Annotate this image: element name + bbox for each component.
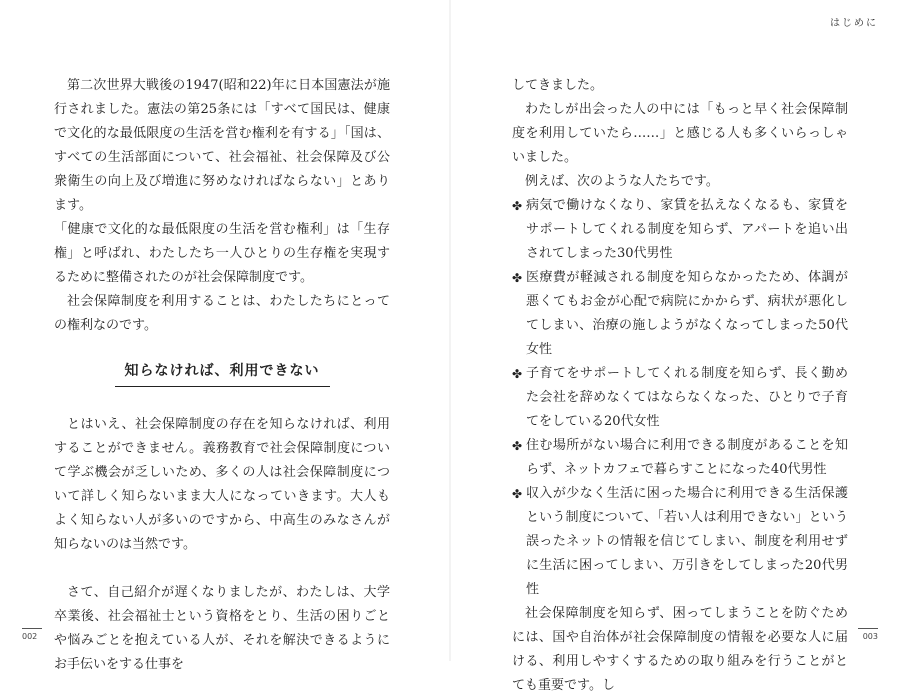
paragraph: 社会保障制度を利用することは、わたしたちにとっての権利なのです。 (54, 294, 390, 333)
paragraph: 第二次世界大戦後の1947(昭和22)年に日本国憲法が施行されました。憲法の第25条には「すべて国民は、健康で文化的な最低限度の生活を営む権利を有する」「国は、すべての生活部面について、社会福祉、社会保障及び公衆衛生の向上及び増進に努めなければならない」とあります。 (54, 78, 390, 213)
list-item (512, 362, 848, 434)
right-page (512, 74, 848, 698)
list-item-text: 病気で働けなくなり、家賃を払えなくなるも、家賃をサポートしてくれる制度を知らず、アパートを追い出されてしまった30代男性 (526, 198, 848, 261)
paragraph-continuation: してきました。 (512, 78, 604, 93)
bullet-icon: ✤ (512, 439, 523, 453)
list-item (512, 266, 848, 362)
page-number-text: 002 (22, 632, 38, 641)
bullet-icon: ✤ (512, 199, 523, 213)
bullet-icon: ✤ (512, 271, 523, 285)
paragraph: 社会保障制度を知らず、困ってしまうことを防ぐためには、国や自治体が社会保障制度の情報を必要な人に届ける、利用しやすくするための取り組みを行うことがとても重要です。し (512, 606, 848, 693)
gutter (449, 0, 451, 661)
paragraph: さて、自己紹介が遅くなりましたが、わたしは、大学卒業後、社会福祉士という資格をとり、生活の困りごとや悩みごとを抱えている人が、それを解決できるようにお手伝いをする仕事を (54, 585, 390, 672)
section-heading-wrap (54, 360, 390, 387)
page-number-right (858, 628, 878, 641)
bullet-icon: ✤ (512, 487, 523, 501)
bullet-icon: ✤ (512, 367, 523, 381)
paragraph: とはいえ、社会保障制度の存在を知らなければ、利用することができません。義務教育で社会保障制度について学ぶ機会が乏しいため、多くの人は社会保障制度について詳しく知らないまま大人になっていきます。大人もよく知らない人が多いのですから、中高生のみなさんが知らないのは当然です。 (54, 417, 390, 552)
page-number-left (22, 628, 42, 641)
list-item (512, 434, 848, 482)
page-number-text: 003 (862, 632, 878, 641)
list-item (512, 194, 848, 266)
paragraph: 例えば、次のような人たちです。 (525, 174, 719, 189)
section-heading: 知らなければ、利用できない (115, 360, 330, 387)
left-page (54, 74, 390, 677)
list-item-text: 子育てをサポートしてくれる制度を知らず、長く勤めた会社を辞めなくてはならなくなった、ひとりで子育てをしている20代女性 (526, 366, 848, 429)
list-item-text: 収入が少なく生活に困った場合に利用できる生活保護という制度について、「若い人は利用できない」という誤ったネットの情報を信じてしまい、制度を利用せずに生活に困ってしまい、万引きをしてしまった20代男性 (526, 486, 848, 597)
running-head: はじめに (830, 18, 878, 29)
list-item-text: 医療費が軽減される制度を知らなかったため、体調が悪くてもお金が心配で病院にかからず、病状が悪化してしまい、治療の施しようがなくなってしまった50代女性 (526, 270, 848, 357)
paragraph: 「健康で文化的な最低限度の生活を営む権利」は「生存権」と呼ばれ、わたしたち一人ひとりの生存権を実現するために整備されたのが社会保障制度です。 (54, 222, 390, 285)
list-item-text: 住む場所がない場合に利用できる制度があることを知らず、ネットカフェで暮らすことになった40代男性 (526, 438, 848, 477)
paragraph: わたしが出会った人の中には「もっと早く社会保障制度を利用していたら……」と感じる人も多くいらっしゃいました。 (512, 102, 848, 165)
list-item (512, 482, 848, 602)
